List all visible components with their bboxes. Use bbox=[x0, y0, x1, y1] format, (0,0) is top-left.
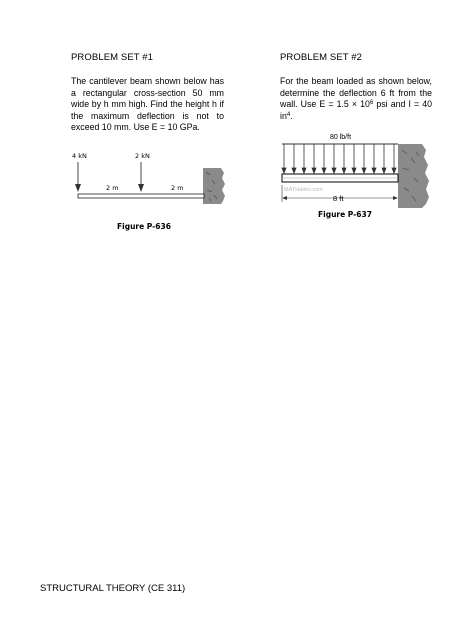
figure-p637-caption: Figure P-637 bbox=[318, 210, 372, 219]
problem-2-text-part-b: psi and I = 40 in bbox=[280, 99, 433, 121]
exponent-4: 4 bbox=[286, 111, 291, 118]
course-footer: STRUCTURAL THEORY (CE 311) bbox=[40, 583, 186, 594]
problem-2-text-part-c: . bbox=[290, 110, 293, 121]
wall-p636 bbox=[203, 168, 225, 204]
load-arrow-2kn bbox=[138, 162, 144, 192]
span-label-8ft: 8 ft bbox=[333, 194, 344, 203]
load-label-80lbft: 80 lb/ft bbox=[330, 134, 352, 141]
distributed-load bbox=[282, 144, 398, 173]
exponent-6: 6 bbox=[369, 100, 374, 107]
figure-p637 bbox=[276, 128, 436, 210]
problem-set-1 bbox=[71, 52, 224, 134]
wall-p637 bbox=[398, 144, 429, 208]
problem-set-2 bbox=[280, 52, 432, 122]
load-label-4kn: 4 kN bbox=[72, 152, 87, 160]
load-label-2kn: 2 kN bbox=[135, 152, 150, 160]
figure-p636-caption: Figure P-636 bbox=[117, 222, 171, 231]
figure-p636 bbox=[68, 150, 228, 212]
problem-2-text-part-a: For the beam loaded as shown below, determine the deflection 6 ft from the wall. Use E = 1.5 × 10 bbox=[280, 76, 432, 110]
span-label-left: 2 m bbox=[106, 184, 119, 192]
watermark: MATHalino.com bbox=[284, 187, 323, 193]
load-arrow-4kn bbox=[75, 162, 81, 192]
problem-2-heading: PROBLEM SET #2 bbox=[280, 52, 363, 63]
beam-p636 bbox=[78, 194, 204, 198]
span-label-right: 2 m bbox=[171, 184, 184, 192]
problem-1-heading: PROBLEM SET #1 bbox=[71, 52, 154, 63]
problem-1-text: The cantilever beam shown below has a rectangular cross-section 50 mm wide by h mm high. Find the height h if the maximum deflection is not to exceed 10 mm. Use E = 10 GPa. bbox=[71, 76, 224, 133]
problem-2-text bbox=[280, 76, 432, 122]
